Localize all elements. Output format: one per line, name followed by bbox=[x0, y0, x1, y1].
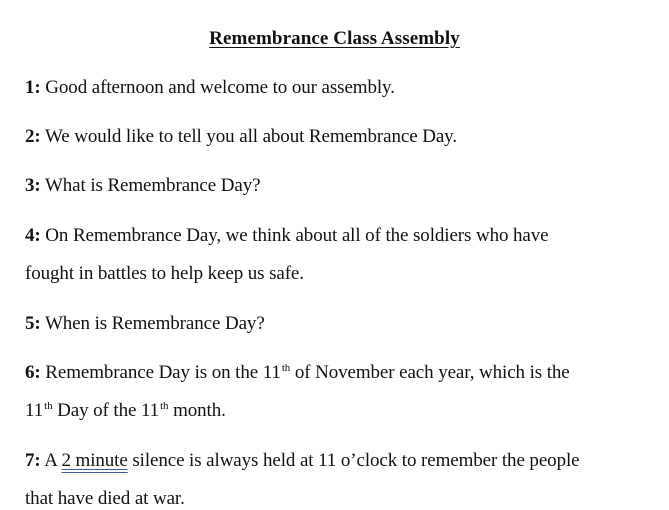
line-text: month. bbox=[168, 400, 226, 421]
line-text: We would like to tell you all about Remembrance Day. bbox=[40, 126, 457, 147]
line-number: 1: bbox=[25, 77, 41, 98]
script-line-7-continued bbox=[25, 488, 185, 510]
script-line-4-continued bbox=[25, 263, 304, 285]
script-line-6-continued bbox=[25, 400, 226, 422]
line-text: of November each year, which is the bbox=[290, 362, 570, 383]
line-number: 2: bbox=[25, 126, 41, 147]
ordinal-suffix: th bbox=[160, 400, 169, 412]
script-line-1 bbox=[25, 77, 395, 99]
line-number: 3: bbox=[25, 175, 41, 196]
script-line-4 bbox=[25, 225, 549, 247]
line-text: silence is always held at 11 o’clock to remember the people bbox=[127, 450, 580, 471]
line-number: 5: bbox=[25, 313, 41, 334]
line-text: When is Remembrance Day? bbox=[40, 313, 265, 334]
line-text: fought in battles to help keep us safe. bbox=[25, 263, 304, 284]
line-number: 7: bbox=[25, 450, 41, 471]
script-line-3 bbox=[25, 175, 260, 197]
ordinal-suffix: th bbox=[44, 400, 53, 412]
grammar-flagged-text[interactable]: 2 minute bbox=[61, 450, 128, 471]
line-text: Day of the 11 bbox=[52, 400, 160, 421]
script-line-5 bbox=[25, 313, 265, 335]
line-number: 6: bbox=[25, 362, 41, 383]
line-text: What is Remembrance Day? bbox=[40, 175, 261, 196]
document-title: Remembrance Class Assembly bbox=[209, 28, 460, 49]
line-text: A bbox=[40, 450, 62, 471]
ordinal-suffix: th bbox=[281, 362, 291, 374]
line-number: 4: bbox=[25, 225, 41, 246]
line-text: 11 bbox=[25, 400, 44, 421]
line-text: On Remembrance Day, we think about all of the soldiers who have bbox=[40, 225, 549, 246]
script-line-7 bbox=[25, 450, 579, 472]
line-text: Good afternoon and welcome to our assembly. bbox=[40, 77, 395, 98]
line-text: that have died at war. bbox=[25, 488, 185, 509]
script-line-6 bbox=[25, 362, 570, 384]
script-line-2 bbox=[25, 126, 457, 148]
line-text: Remembrance Day is on the 11 bbox=[40, 362, 281, 383]
